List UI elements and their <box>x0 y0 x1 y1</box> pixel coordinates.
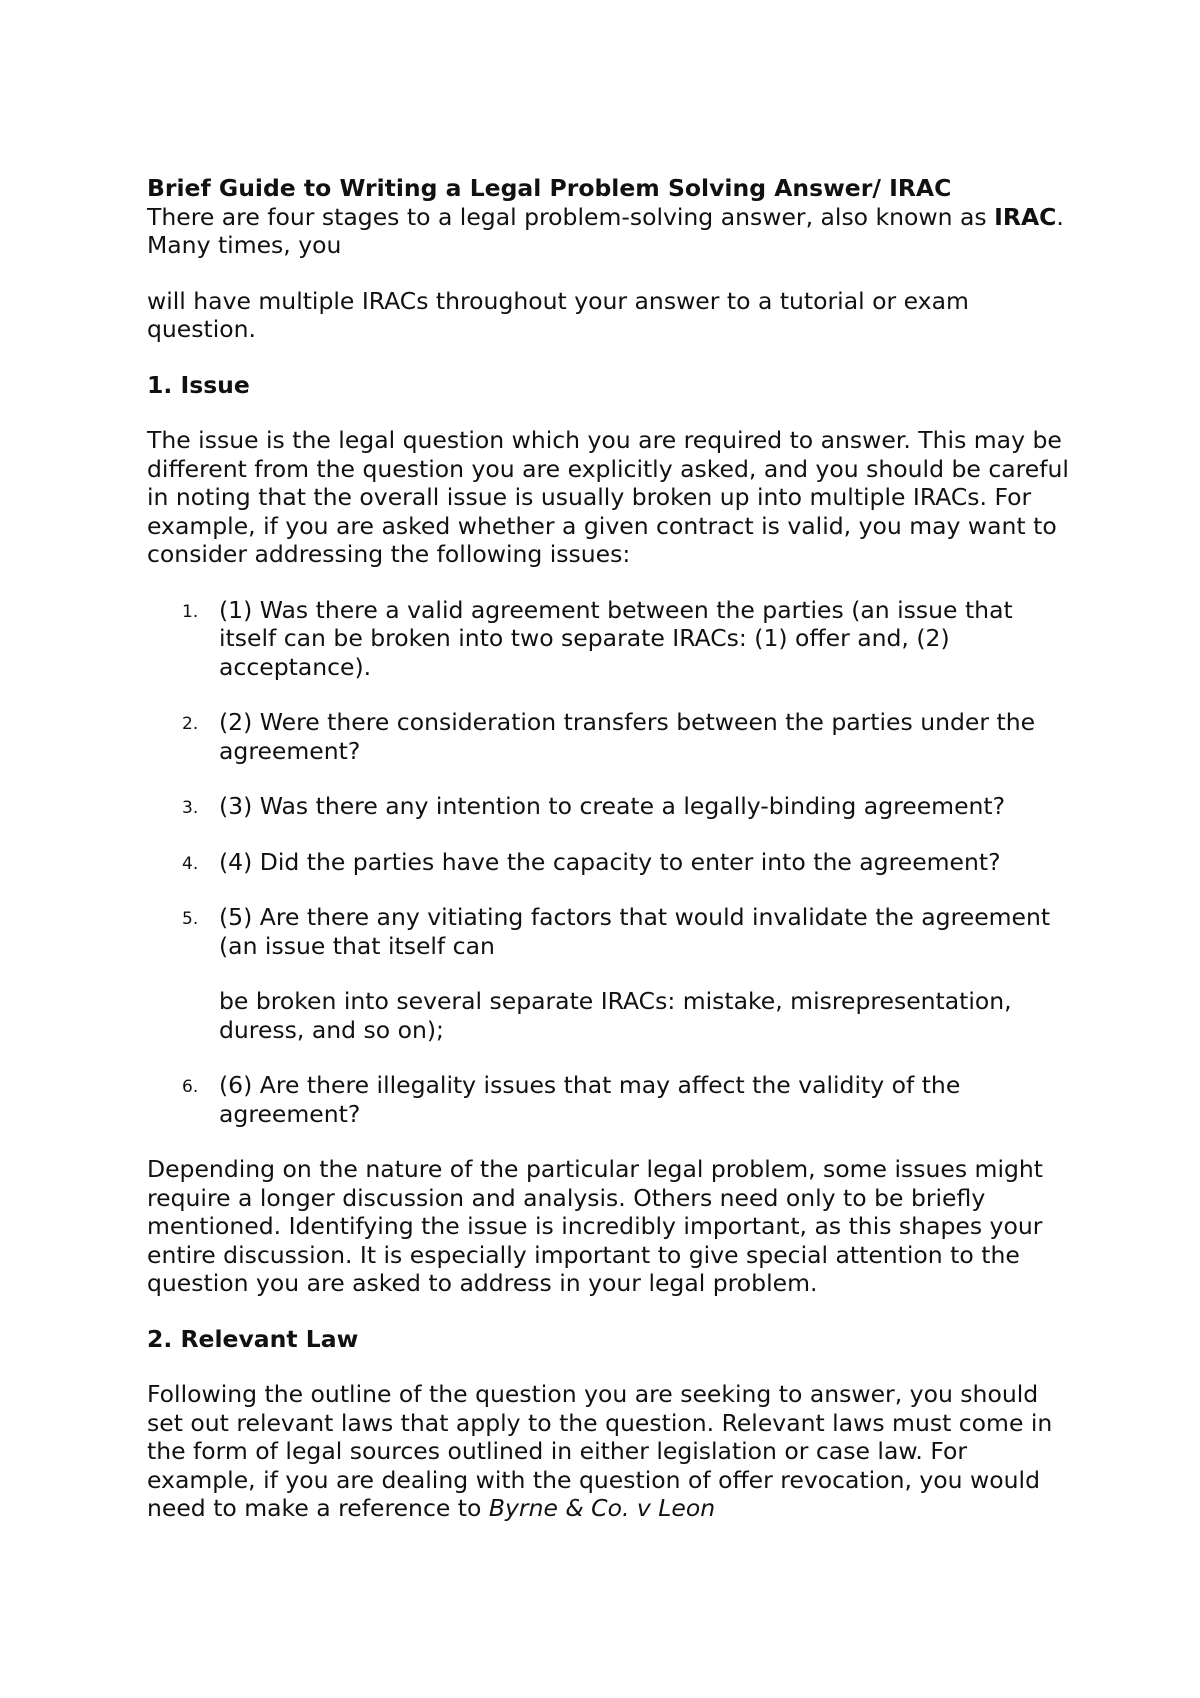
list-item-number: 4. <box>182 853 199 874</box>
intro-text: There are four stages to a legal problem-solving answer, also known as <box>147 202 995 231</box>
document-title: Brief Guide to Writing a Legal Problem Solving Answer/ IRAC <box>147 174 952 202</box>
relevant-law-text: Following the outline of the question you are seeking to answer, you should set out relevant laws that apply to the question. Relevant laws must come in the form of legal sources outlined in either legislation or case law. For example, if you are dealing with the question of offer revocation, you would need to make a reference to <box>147 1380 1053 1522</box>
issue-closing-paragraph: Depending on the nature of the particular legal problem, some issues might require a longer discussion and analysis. Others need only to be briefly mentioned. Identifying the issue is incredibly important, as this shapes your entire discussion. It is especially important to give special attention to the question you are asked to address in your legal problem. <box>147 1155 1044 1297</box>
irac-term: IRAC <box>994 202 1057 231</box>
issue-paragraph: The issue is the legal question which you are required to answer. This may be different from the question you are explicitly asked, and you should be careful in noting that the overall issue is usually broken up into multiple IRACs. For example, if you are asked whether a given contract is valid, you may want to consider addressing the following issues: <box>147 426 1069 568</box>
intro-continued: will have multiple IRACs throughout your answer to a tutorial or exam question. <box>147 286 969 343</box>
list-item <box>147 596 1077 682</box>
list-item-number: 3. <box>182 798 199 818</box>
list-item-text: (6) Are there illegality issues that may affect the validity of the agreement? <box>219 1071 961 1128</box>
list-item-text: (4) Did the parties have the capacity to enter into the agreement? <box>219 847 1001 876</box>
relevant-law-paragraph <box>147 1380 1077 1523</box>
document-page <box>147 174 1077 1523</box>
section-heading-relevant-law: 2. Relevant Law <box>147 1324 359 1353</box>
intro-text-end: . Many times, you <box>147 202 1064 259</box>
list-item-number: 6. <box>182 1077 199 1097</box>
list-item-number: 1. <box>182 601 199 622</box>
list-item-text: (5) Are there any vitiating factors that would invalidate the agreement (an issue that itself can <box>219 903 1051 960</box>
intro-paragraph <box>147 203 1077 260</box>
list-item-text: (2) Were there consideration transfers between the parties under the agreement? <box>219 708 1036 765</box>
list-item-text: (1) Was there a valid agreement between the parties (an issue that itself can be broken into two separate IRACs: (1) offer and, (2) acceptance). <box>219 595 1013 681</box>
list-item <box>147 708 1077 765</box>
list-item <box>147 903 1077 1044</box>
list-item-continuation: be broken into several separate IRACs: mistake, misrepresentation, duress, and so on); <box>219 987 1012 1044</box>
list-item <box>147 792 1077 821</box>
case-name: Byrne & Co. v Leon <box>488 1494 716 1522</box>
list-item-number: 5. <box>182 909 199 929</box>
list-item-number: 2. <box>182 714 199 734</box>
section-heading-issue: 1. Issue <box>147 370 250 399</box>
list-item-text: (3) Was there any intention to create a legally-binding agreement? <box>219 792 1006 820</box>
list-item <box>147 1071 1077 1128</box>
issues-list <box>147 596 1077 1129</box>
list-item <box>147 848 1077 877</box>
